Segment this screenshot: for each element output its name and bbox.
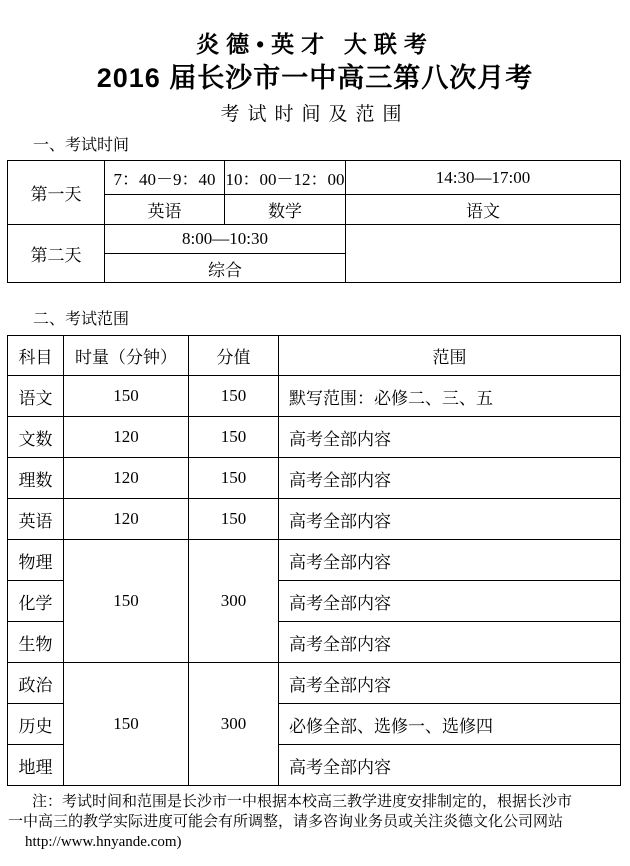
range-cell: 高考全部内容 <box>279 458 621 499</box>
range-cell: 必修全部、选修一、选修四 <box>279 704 621 745</box>
schedule-table <box>7 160 621 283</box>
schedule-day1-slot3-time: 14:30—17:00 <box>346 161 621 195</box>
schedule-row-day1-times <box>8 161 621 195</box>
table-row <box>8 540 621 581</box>
schedule-day1-slot2-time: 10：00－12：00 <box>225 161 346 195</box>
scope-col-score-header: 分值 <box>189 336 279 376</box>
duration-cell: 120 <box>64 417 189 458</box>
duration-cell: 120 <box>64 499 189 540</box>
range-cell: 默写范围：必修二、三、五 <box>279 376 621 417</box>
section-heading-exam-scope: 二、考试范围 <box>33 311 130 328</box>
exam-title: 2016 届长沙市一中高三第八次月考 <box>96 63 534 93</box>
schedule-day1-slot1-time: 7：40－9：40 <box>105 161 225 195</box>
range-cell: 高考全部内容 <box>279 581 621 622</box>
subject-cell: 化学 <box>8 581 64 622</box>
footer-note <box>0 792 630 852</box>
score-cell-science-group: 300 <box>189 540 279 663</box>
range-cell: 高考全部内容 <box>279 622 621 663</box>
document-header <box>0 0 630 127</box>
duration-cell-arts-group: 150 <box>64 663 189 786</box>
subject-cell: 历史 <box>8 704 64 745</box>
schedule-row-day2-time <box>8 225 621 254</box>
footer-note-url: http://www.hnyande.com) <box>25 834 182 850</box>
table-row <box>8 417 621 458</box>
score-cell-arts-group: 300 <box>189 663 279 786</box>
schedule-empty-cell <box>346 225 621 283</box>
range-cell: 高考全部内容 <box>279 540 621 581</box>
subject-cell: 地理 <box>8 745 64 786</box>
schedule-day2-label: 第二天 <box>8 225 105 283</box>
schedule-day1-slot2-subject: 数学 <box>225 195 346 225</box>
subject-cell: 语文 <box>8 376 64 417</box>
subtitle: 考试时间及范围 <box>220 104 410 125</box>
scope-col-subject-header: 科目 <box>8 336 64 376</box>
table-row <box>8 663 621 704</box>
section-heading-exam-time: 一、考试时间 <box>33 137 130 154</box>
table-row <box>8 458 621 499</box>
duration-cell: 120 <box>64 458 189 499</box>
score-cell: 150 <box>189 417 279 458</box>
scope-header-row <box>8 336 621 376</box>
subject-cell: 文数 <box>8 417 64 458</box>
schedule-day1-slot1-subject: 英语 <box>105 195 225 225</box>
duration-cell-science-group: 150 <box>64 540 189 663</box>
range-cell: 高考全部内容 <box>279 745 621 786</box>
range-cell: 高考全部内容 <box>279 417 621 458</box>
footer-note-line: 注：考试时间和范围是长沙市一中根据本校高三教学进度安排制定的，根据长沙市 <box>32 793 573 810</box>
schedule-day1-label: 第一天 <box>8 161 105 225</box>
subject-cell: 生物 <box>8 622 64 663</box>
schedule-day1-slot3-subject: 语文 <box>346 195 621 225</box>
range-cell: 高考全部内容 <box>279 663 621 704</box>
subject-cell: 物理 <box>8 540 64 581</box>
score-cell: 150 <box>189 458 279 499</box>
subject-cell: 英语 <box>8 499 64 540</box>
scope-col-duration-header: 时量（分钟） <box>64 336 189 376</box>
score-cell: 150 <box>189 499 279 540</box>
table-row <box>8 499 621 540</box>
scope-table <box>7 335 621 786</box>
footer-note-line: 一中高三的教学实际进度可能会有所调整，请多咨询业务员或关注炎德文化公司网站 <box>8 813 564 830</box>
score-cell: 150 <box>189 376 279 417</box>
table-row <box>8 376 621 417</box>
duration-cell: 150 <box>64 376 189 417</box>
schedule-day2-subject: 综合 <box>105 254 346 283</box>
range-cell: 高考全部内容 <box>279 499 621 540</box>
scope-col-range-header: 范围 <box>279 336 621 376</box>
schedule-day2-time: 8:00—10:30 <box>105 225 346 254</box>
subject-cell: 理数 <box>8 458 64 499</box>
subject-cell: 政治 <box>8 663 64 704</box>
brand-title: 炎德•英才 大联考 <box>196 32 434 57</box>
